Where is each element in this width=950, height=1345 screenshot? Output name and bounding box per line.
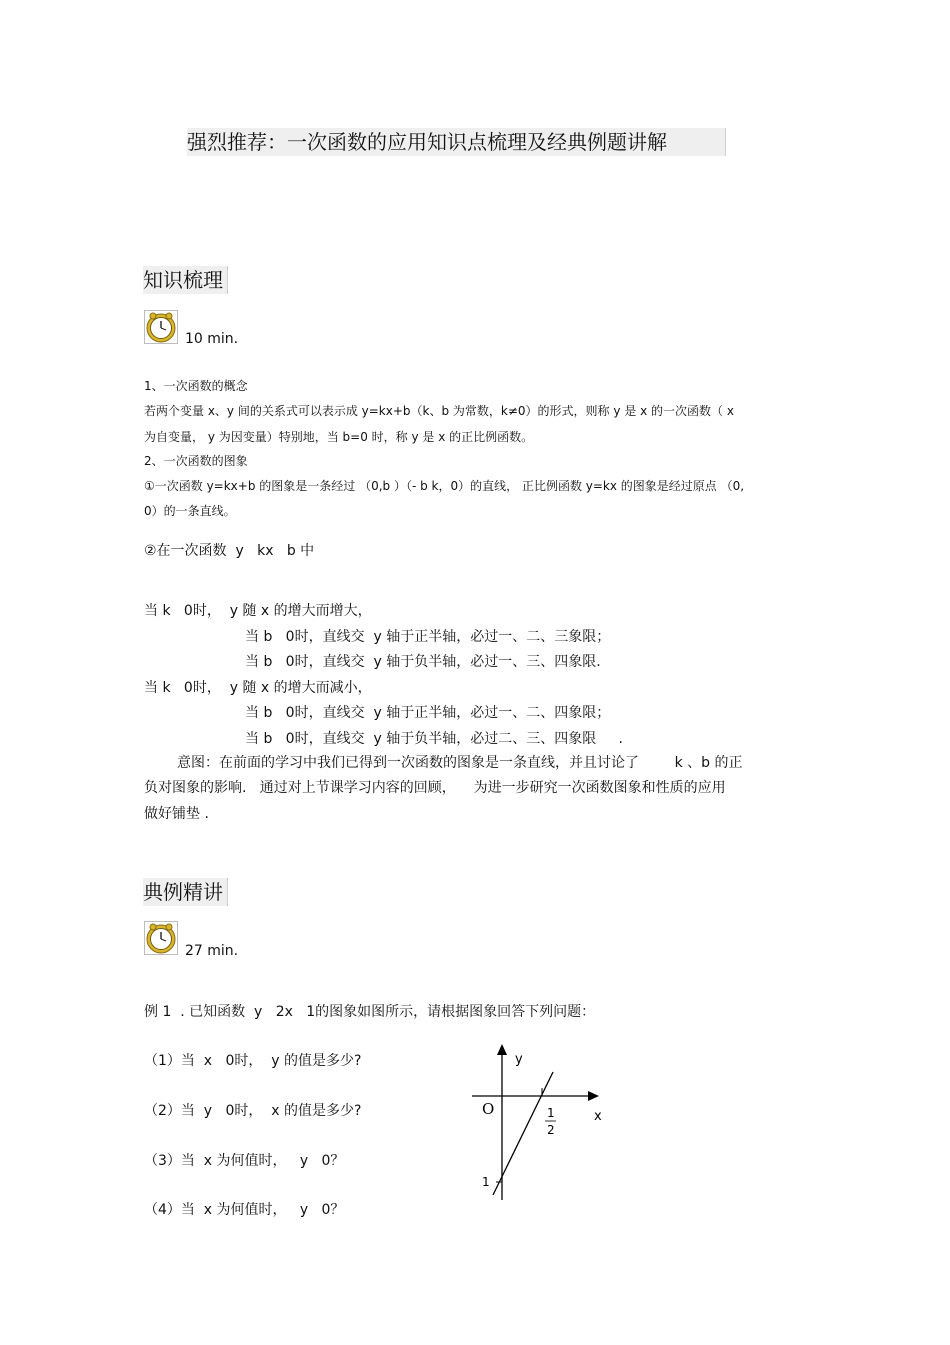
concept-line-1: 若两个变量 x、y 间的关系式可以表示成 y=kx+b（k、b 为常数，k≠0）的形式，则称 y 是 x 的一次函数（ x <box>144 404 734 418</box>
question-2: （2）当 y 0时， x 的值是多少? <box>144 1103 362 1119</box>
case-k-negative-b-negative: 当 b 0时，直线交 y 轴于负半轴，必过二、三、四象限 . <box>245 731 623 747</box>
function-graph <box>460 1040 620 1210</box>
question-4: （4）当 x 为何值时， y 0？ <box>144 1202 345 1218</box>
intent-line-2: 负对图象的影响. 通过对上节课学习内容的回顾， 为进一步研究一次函数图象和性质的应用 <box>144 780 726 796</box>
section-heading-knowledge: 知识梳理 <box>143 266 228 294</box>
question-3: （3）当 x 为何值时， y 0？ <box>144 1153 345 1169</box>
case-k-positive-b-negative: 当 b 0时，直线交 y 轴于负半轴，必过一、三、四象限. <box>245 654 601 670</box>
graph-line-2: 0）的一条直线。 <box>144 504 236 518</box>
intent-line-3: 做好铺垫 . <box>144 806 209 822</box>
fraction-denominator: 2 <box>547 1123 555 1137</box>
case-k-positive-b-positive: 当 b 0时，直线交 y 轴于正半轴，必过一、二、三象限； <box>245 629 611 645</box>
time-knowledge: 10 min. <box>185 331 239 347</box>
clock-icon <box>144 921 178 955</box>
x-axis-arrow <box>588 1091 599 1101</box>
page-title: 强烈推荐：一次函数的应用知识点梳理及经典例题讲解 <box>187 128 726 156</box>
graph-line-1: ①一次函数 y=kx+b 的图象是一条经过 （0,b ）（- b k，0）的直线， 正比例函数 y=kx 的图象是经过原点 （0, <box>144 479 745 493</box>
example-1-statement: 例 1 . 已知函数 y 2x 1的图象如图所示，请根据图象回答下列问题： <box>144 1004 596 1020</box>
concept-line-2: 为自变量， y 为因变量）特别地，当 b=0 时，称 y 是 x 的正比例函数。 <box>144 430 534 444</box>
section-heading-examples: 典例精讲 <box>143 878 228 906</box>
origin-label: O <box>482 1100 495 1118</box>
y-intercept-label: 1 <box>482 1175 490 1189</box>
fraction-numerator: 1 <box>547 1106 555 1120</box>
clock-icon <box>144 310 178 344</box>
x-axis-label: x <box>594 1109 602 1124</box>
intent-line-1: 意图：在前面的学习中我们已得到一次函数的图象是一条直线，并且讨论了 k 、b 的正 <box>177 755 743 771</box>
y-axis-arrow <box>497 1044 507 1055</box>
case-k-negative-b-positive: 当 b 0时，直线交 y 轴于正半轴，必过一、二、四象限； <box>245 705 611 721</box>
concept-heading: 1、一次函数的概念 <box>144 379 248 393</box>
graph-line-3: ②在一次函数 y kx b 中 <box>144 543 315 559</box>
y-axis-label: y <box>515 1052 523 1067</box>
case-k-positive: 当 k 0时， y 随 x 的增大而增大， <box>144 603 372 619</box>
time-examples: 27 min. <box>185 943 239 959</box>
question-1: （1）当 x 0时， y 的值是多少? <box>144 1053 362 1069</box>
graph-heading: 2、一次函数的图象 <box>144 454 248 468</box>
case-k-negative: 当 k 0时， y 随 x 的增大而减小， <box>144 680 372 696</box>
